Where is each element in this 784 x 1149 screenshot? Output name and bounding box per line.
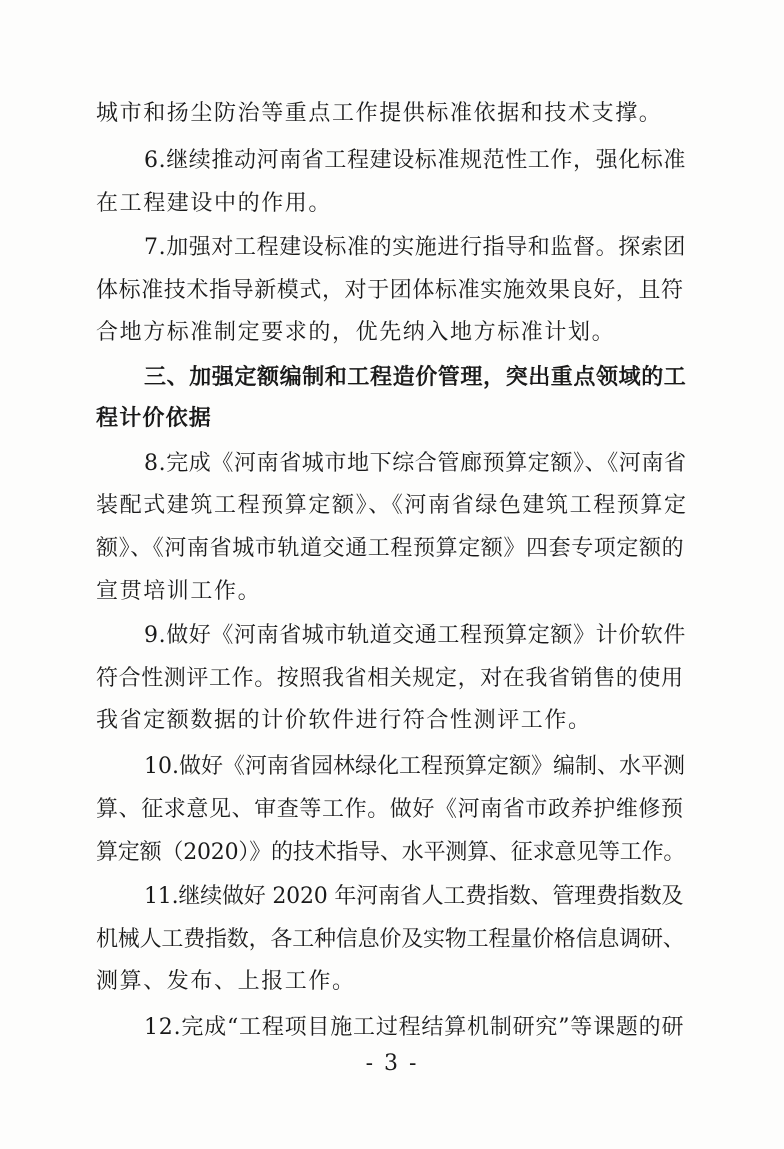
text-line: 7.加强对工程建设标准的实施进行指导和监督。探索团 xyxy=(144,235,686,260)
text-line: 测算、发布、上报工作。 xyxy=(96,969,356,994)
text-line: 算定额（2020）》的技术指导、水平测算、征求意见等工作。 xyxy=(96,840,686,865)
section-heading-continued: 程计价依据 xyxy=(96,406,213,431)
text-line: 合地方标准制定要求的，优先纳入地方标准计划。 xyxy=(96,320,616,345)
text-line: 机械人工费指数，各工种信息价及实物工程量价格信息调研、 xyxy=(96,927,685,952)
text-line: 12.完成“工程项目施工过程结算机制研究”等课题的研 xyxy=(144,1015,685,1040)
text-line: 装配式建筑工程预算定额》、《河南省绿色建筑工程预算定 xyxy=(96,493,688,518)
text-line: 城市和扬尘防治等重点工作提供标准依据和技术支撑。 xyxy=(96,101,663,126)
text-line: 9.做好《河南省城市轨道交通工程预算定额》计价软件 xyxy=(144,623,686,648)
text-line: 8.完成《河南省城市地下综合管廊预算定额》、《河南省 xyxy=(144,451,687,476)
text-line: 额》、《河南省城市轨道交通工程预算定额》四套专项定额的 xyxy=(96,536,685,561)
text-line: 在工程建设中的作用。 xyxy=(96,191,333,216)
text-line: 11.继续做好 2020 年河南省人工费指数、管理费指数及 xyxy=(144,884,684,909)
text-line: 我省定额数据的计价软件进行符合性测评工作。 xyxy=(96,708,592,733)
text-line: 体标准技术指导新模式，对于团体标准实施效果良好，且符 xyxy=(96,278,684,303)
page-number: - 3 - xyxy=(365,1051,419,1076)
text-line: 符合性测评工作。按照我省相关规定，对在我省销售的使用 xyxy=(96,666,684,691)
text-line: 宣贯培训工作。 xyxy=(96,579,262,604)
text-line: 10.做好《河南省园林绿化工程预算定额》编制、水平测 xyxy=(144,754,685,779)
section-heading: 三、加强定额编制和工程造价管理，突出重点领域的工 xyxy=(144,365,687,390)
text-line: 6.继续推动河南省工程建设标准规范性工作，强化标准 xyxy=(144,148,686,173)
text-line: 算、征求意见、审查等工作。做好《河南省市政养护维修预 xyxy=(96,797,684,822)
